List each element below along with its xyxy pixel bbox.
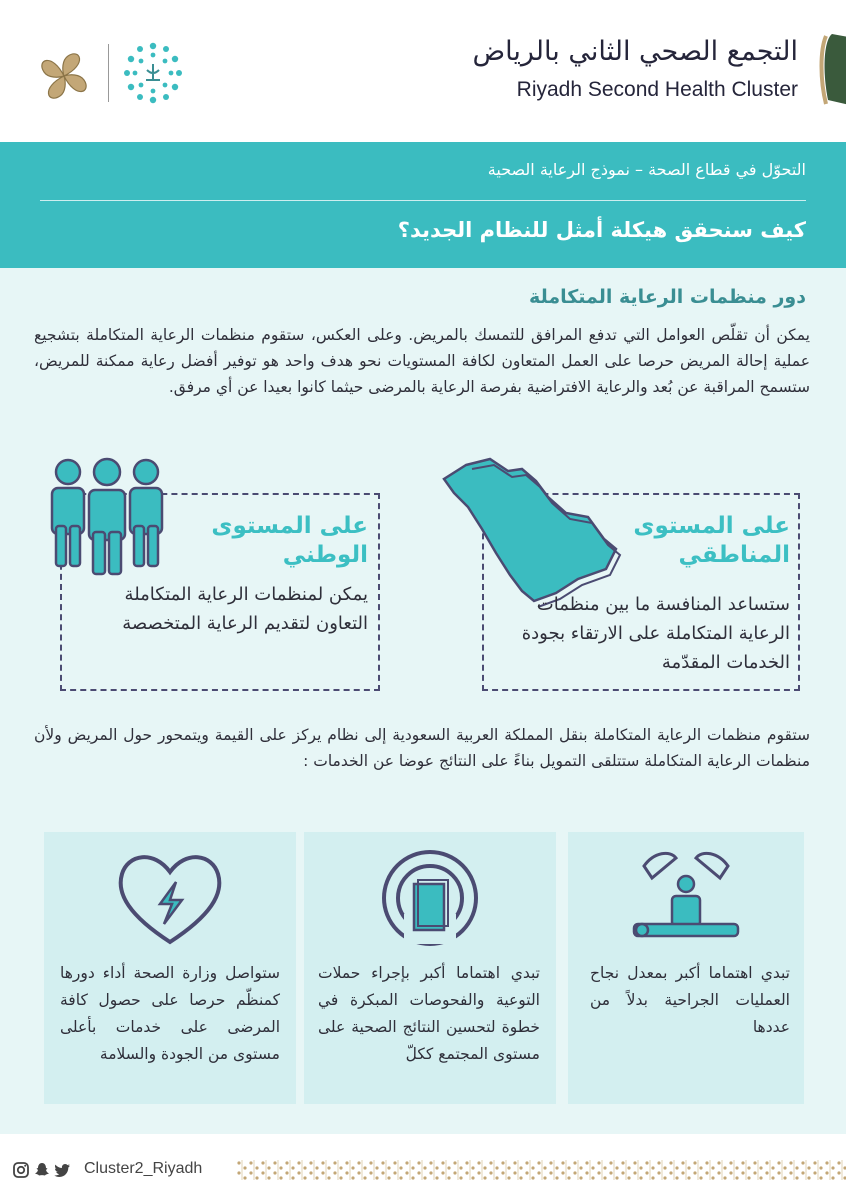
brand-name-arabic: التجمع الصحي الثاني بالرياض bbox=[472, 36, 798, 67]
card-awareness bbox=[304, 832, 556, 1104]
banner-divider bbox=[40, 200, 806, 201]
snapchat-icon[interactable] bbox=[33, 1161, 51, 1179]
card-ministry-role bbox=[44, 832, 296, 1104]
decorative-pattern-strip bbox=[236, 1160, 846, 1180]
card-text: تبدي اهتماما أكبر بإجراء حملات التوعية والفحوصات المبكرة في خطوة لتحسين النتائج الصحية على مستوى المجتمع ككلّ bbox=[318, 964, 540, 1063]
people-group-icon bbox=[44, 454, 170, 580]
card-text: تبدي اهتماما أكبر بمعدل نجاح العمليات الجراحية بدلاً من عددها bbox=[590, 964, 790, 1036]
health-cluster-logo bbox=[30, 42, 98, 110]
vision-logo bbox=[818, 30, 846, 108]
logo-divider bbox=[108, 44, 109, 102]
banner-title: كيف سنحقق هيكلة أمثل للنظام الجديد؟ bbox=[397, 218, 806, 242]
transition-paragraph: ستقوم منظمات الرعاية المتكاملة بنقل المملكة العربية السعودية إلى نظام يركز على القيمة ويتمحور حول المريض ولأن منظمات الرعاية المتكاملة ستتلقى التمويل بناءً على النتائج عوضا عن الخدمات : bbox=[34, 726, 810, 770]
section-title: دور منظمات الرعاية المتكاملة bbox=[529, 286, 806, 308]
card-surgery bbox=[568, 832, 804, 1104]
twitter-icon[interactable] bbox=[54, 1161, 72, 1179]
social-icons bbox=[12, 1161, 72, 1179]
brand-name-english: Riyadh Second Health Cluster bbox=[516, 78, 798, 101]
social-handle[interactable]: Cluster2_Riyadh bbox=[84, 1160, 203, 1177]
regional-level-title: على المستوى المناطقي bbox=[633, 513, 790, 568]
mri-scanner-icon bbox=[370, 842, 490, 952]
card-text: ستواصل وزارة الصحة أداء دورها كمنظّم حرصا على حصول كافة المرضى على خدمات بأعلى مستوى من الجودة والسلامة bbox=[60, 964, 280, 1063]
banner-subtitle: التحوّل في قطاع الصحة – نموذج الرعاية الصحية bbox=[487, 160, 806, 179]
national-level-title: على المستوى الوطني bbox=[211, 513, 368, 568]
moh-logo bbox=[120, 40, 186, 106]
intro-paragraph: يمكن أن تقلّص العوامل التي تدفع المرافق للتمسك بالمريض. وعلى العكس، ستقوم منظمات الرعاية المتكاملة بتشجيع عملية إحالة المريض حرصا على العمل المتعاون لكافة المستويات نحو هدف واحد هو توفير أفضل رعاية ممكنة للمريض، ستسمح المراقبة عن بُعد والرعاية الافتراضية بفرصة الرعاية بالمرضى حيثما كانوا بعيدا عن أي مرفق. bbox=[34, 326, 810, 396]
heart-bolt-icon bbox=[110, 842, 230, 952]
regional-level-text: ستساعد المنافسة ما بين منظمات الرعاية المتكاملة على الارتقاء بجودة الخدمات المقدّمة bbox=[521, 594, 790, 673]
national-level-text: يمكن لمنظمات الرعاية المتكاملة التعاون لتقديم الرعاية المتخصصة bbox=[122, 584, 368, 634]
instagram-icon[interactable] bbox=[12, 1161, 30, 1179]
surgery-icon bbox=[626, 842, 746, 952]
